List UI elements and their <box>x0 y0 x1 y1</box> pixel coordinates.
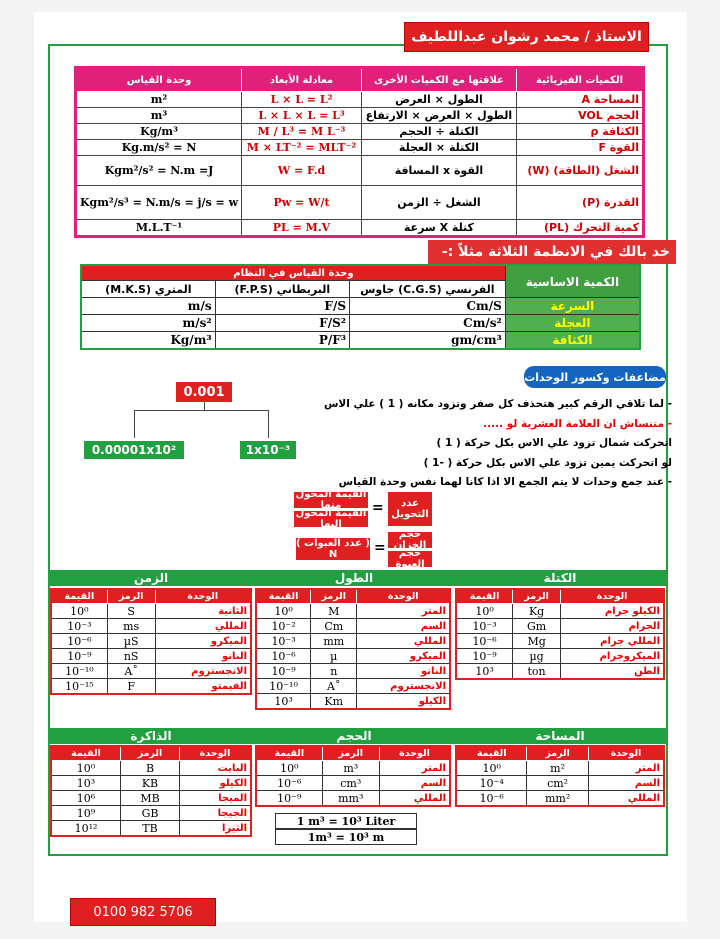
cell-symbol: KB <box>121 776 180 791</box>
cell-value: 10⁰ <box>51 761 121 776</box>
rule-line: اتحركت شمال تزود علي الاس بكل حركة ( 1 ) <box>436 437 672 449</box>
col-value: القيمة <box>456 746 527 761</box>
cell-mks: m/s <box>81 298 215 315</box>
equals-sign: = <box>374 540 386 556</box>
col-cgs: الفرنسي (C.G.S) جاوس <box>350 281 506 298</box>
cell-unit: M.L.T⁻¹ <box>76 220 242 237</box>
right-result-box: 1x10⁻³ <box>240 441 296 459</box>
cell-quantity: القوة F <box>516 140 643 156</box>
cell-rel: الكتلة ÷ الحجم <box>361 124 516 140</box>
cell-symbol: S <box>107 604 155 619</box>
cell-quantity: العجلة <box>505 315 640 332</box>
cell-unit: m³ <box>76 108 242 124</box>
cell-quantity: المساحة A <box>516 92 643 108</box>
area-table <box>455 745 665 807</box>
cell-symbol: cm² <box>527 776 589 791</box>
cell-dim: W = F.d <box>242 156 362 186</box>
cell-dim: L × L × L = L³ <box>242 108 362 124</box>
col-dim: معادلة الأبعاد <box>242 68 362 92</box>
cell-unit: المتر <box>379 761 450 776</box>
cell-unit: النانو <box>155 649 251 664</box>
time-table <box>50 588 252 695</box>
col-value: القيمة <box>51 746 121 761</box>
cell-symbol: m³ <box>322 761 379 776</box>
col-value: القيمة <box>256 589 311 604</box>
cell-unit: المللي <box>379 791 450 807</box>
cell-fps: F/S² <box>215 315 349 332</box>
cell-unit: الميكرو <box>155 634 251 649</box>
cell-symbol: B <box>121 761 180 776</box>
cell-quantity: الكثافة <box>505 332 640 350</box>
cell-value: 10⁻⁶ <box>256 776 322 791</box>
conversion-label: عدد التحويل <box>388 492 432 526</box>
volume-equation: 1 m³ = 10³ Liter <box>275 813 417 829</box>
cell-value: 10⁻² <box>256 619 311 634</box>
col-unit: الوحدة <box>561 589 664 604</box>
cell-value: 10⁻⁶ <box>456 791 527 807</box>
cell-unit: m² <box>76 92 242 108</box>
cell-unit: الميكرو <box>357 649 450 664</box>
rule-line: - عند جمع وحدات لا يتم الجمع الا اذا كانا لهما نفس وحدة القياس <box>338 476 672 488</box>
col-symbol: الرمز <box>527 746 589 761</box>
cell-value: 10⁻³ <box>256 634 311 649</box>
cell-value: 10⁻¹⁵ <box>51 679 107 695</box>
cell-dim: M / L³ = M L⁻³ <box>242 124 362 140</box>
mass-title: الكتلة <box>454 570 666 586</box>
cell-unit: المللي جرام <box>561 634 664 649</box>
col-symbol: الرمز <box>107 589 155 604</box>
col-value: القيمة <box>256 746 322 761</box>
cell-dim: M × LT⁻² = MLT⁻² <box>242 140 362 156</box>
cell-value: 10⁻³ <box>51 619 107 634</box>
cell-unit: الفيمتو <box>155 679 251 695</box>
cell-unit: المللي <box>588 791 664 807</box>
left-result-box: 0.00001x10² <box>84 441 184 459</box>
cell-rel: الطول × العرض <box>361 92 516 108</box>
connector-line <box>134 410 135 438</box>
cell-unit: الجيجا <box>179 806 251 821</box>
col-symbol: الرمز <box>311 589 357 604</box>
cell-value: 10⁻⁹ <box>256 791 322 807</box>
col-symbol: الرمز <box>121 746 180 761</box>
connector-line <box>268 410 269 438</box>
cell-symbol: m² <box>527 761 589 776</box>
cell-unit: Kg.m/s² = N <box>76 140 242 156</box>
cell-symbol: A˚ <box>107 664 155 679</box>
prefixes-pill: مضاعفات وكسور الوحدات <box>524 366 666 388</box>
col-value: القيمة <box>51 589 107 604</box>
value-box: 0.001 <box>176 382 232 402</box>
col-mks: المتري (M.K.S) <box>81 281 215 298</box>
cell-symbol: mm³ <box>322 791 379 807</box>
conversion-denominator: القيمة المحول اليها <box>295 508 367 530</box>
cell-fps: F/S <box>215 298 349 315</box>
cell-unit: الميجا <box>179 791 251 806</box>
col-unit: الوحدة <box>155 589 251 604</box>
teacher-header: الاستاذ / محمد رشوان عبداللطيف <box>404 22 649 52</box>
cell-value: 10⁰ <box>256 761 322 776</box>
col-unit: الوحدة <box>179 746 251 761</box>
volume-equation: 1m³ = 10³ m <box>275 829 417 845</box>
cell-quantity: السرعة <box>505 298 640 315</box>
col-unit: وحدة القياس <box>76 68 242 92</box>
cell-symbol: TB <box>121 821 180 837</box>
count-numerator: حجم الخزان <box>388 532 432 548</box>
cell-symbol: Km <box>311 694 357 710</box>
cell-value: 10⁻⁹ <box>456 649 513 664</box>
col-unit: الوحدة <box>379 746 450 761</box>
cell-symbol: Kg <box>513 604 561 619</box>
cell-value: 10³ <box>256 694 311 710</box>
cell-rel: الطول × العرض × الارتفاع <box>361 108 516 124</box>
cell-symbol: ms <box>107 619 155 634</box>
systems-banner: خد بالك في الانظمة الثلاثة مثلاً :- <box>428 240 676 264</box>
cell-value: 10⁻⁹ <box>51 649 107 664</box>
cell-cgs: Cm/S <box>350 298 506 315</box>
cell-unit: التيرا <box>179 821 251 837</box>
length-title: الطول <box>254 570 454 586</box>
count-label: ( عدد العبوات ) N <box>296 538 370 560</box>
rule-line: - لما تلاقي الرقم كبير هتحذف كل صفر وتزود مكانه ( 1 ) علي الاس <box>323 398 672 410</box>
cell-cgs: gm/cm³ <box>350 332 506 350</box>
cell-value: 10⁻⁶ <box>51 634 107 649</box>
count-denominator: حجم العبوة <box>388 551 432 567</box>
cell-unit: السم <box>379 776 450 791</box>
connector-line <box>204 402 205 410</box>
cell-symbol: GB <box>121 806 180 821</box>
col-quantity: الكميات الفيزيائية <box>516 68 643 92</box>
cell-value: 10⁻³ <box>456 619 513 634</box>
cell-symbol: M <box>311 604 357 619</box>
cell-unit: الانجستروم <box>155 664 251 679</box>
cell-value: 10³ <box>456 664 513 680</box>
cell-unit: Kgm²/s² = N.m =J <box>76 156 242 186</box>
cell-unit: الطن <box>561 664 664 680</box>
cell-unit: النانو <box>357 664 450 679</box>
cell-unit: الكيلو جرام <box>561 604 664 619</box>
cell-unit: الثانية <box>155 604 251 619</box>
cell-unit: البايت <box>179 761 251 776</box>
mass-table <box>455 588 665 680</box>
cell-unit: السم <box>588 776 664 791</box>
cell-unit: المتر <box>588 761 664 776</box>
cell-cgs: Cm/s² <box>350 315 506 332</box>
cell-unit: Kg/m³ <box>76 124 242 140</box>
cell-quantity: الكثافة ρ <box>516 124 643 140</box>
time-title: الزمن <box>48 570 254 586</box>
cell-symbol: µ <box>311 649 357 664</box>
cell-unit: المللي <box>357 634 450 649</box>
cell-value: 10⁻¹⁰ <box>256 679 311 694</box>
cell-symbol: Mg <box>513 634 561 649</box>
cell-value: 10⁻¹⁰ <box>51 664 107 679</box>
cell-quantity: الشغل (الطاقة) (W) <box>516 156 643 186</box>
memory-table <box>50 745 252 837</box>
cell-unit: الكيلو <box>179 776 251 791</box>
col-symbol: الرمز <box>513 589 561 604</box>
rule-line: لو اتحركت يمين تزود علي الاس بكل حركة ( -1 ) <box>423 457 672 469</box>
cell-unit: المتر <box>357 604 450 619</box>
cell-dim: L × L = L² <box>242 92 362 108</box>
cell-unit: Kgm²/s³ = N.m/s = j/s = w <box>76 186 242 220</box>
cell-fps: P/F³ <box>215 332 349 350</box>
cell-rel: الكتلة × العجلة <box>361 140 516 156</box>
memory-title: الذاكرة <box>48 728 254 744</box>
col-unit: الوحدة <box>357 589 450 604</box>
cell-dim: PL = M.V <box>242 220 362 237</box>
cell-symbol: mm² <box>527 791 589 807</box>
cell-value: 10⁰ <box>256 604 311 619</box>
equals-sign: = <box>372 500 384 516</box>
cell-symbol: F <box>107 679 155 695</box>
connector-line <box>134 410 268 411</box>
col-value: القيمة <box>456 589 513 604</box>
cell-value: 10⁹ <box>51 806 121 821</box>
area-title: المساحة <box>454 728 666 744</box>
phone-number: 0100 982 5706 <box>70 898 216 926</box>
cell-quantity: كمية التحرك (PL) <box>516 220 643 237</box>
col-fps: البريطاني (F.P.S) <box>215 281 349 298</box>
cell-quantity: الحجم VOL <box>516 108 643 124</box>
cell-value: 10⁰ <box>456 604 513 619</box>
cell-symbol: µg <box>513 649 561 664</box>
cell-value: 10⁻⁶ <box>256 649 311 664</box>
cell-rel: الشغل ÷ الزمن <box>361 186 516 220</box>
cell-unit: الكيلو <box>357 694 450 710</box>
length-table <box>255 588 451 710</box>
cell-dim: Pw = W/t <box>242 186 362 220</box>
cell-value: 10¹² <box>51 821 121 837</box>
cell-symbol: n <box>311 664 357 679</box>
col-symbol: الرمز <box>322 746 379 761</box>
quantities-table <box>74 66 645 238</box>
cell-mks: Kg/m³ <box>81 332 215 350</box>
conversion-numerator: القيمة المحول منها <box>295 489 367 511</box>
cell-mks: m/s² <box>81 315 215 332</box>
systems-quantity-header: الكمية الاساسية <box>505 265 640 298</box>
cell-symbol: Gm <box>513 619 561 634</box>
cell-rel: القوة x المسافة <box>361 156 516 186</box>
col-rel: علاقتها مع الكميات الأخرى <box>361 68 516 92</box>
cell-value: 10⁰ <box>456 761 527 776</box>
cell-unit: الميكروجرام <box>561 649 664 664</box>
cell-value: 10⁰ <box>51 604 107 619</box>
cell-rel: كتلة X سرعة <box>361 220 516 237</box>
cell-symbol: nS <box>107 649 155 664</box>
rule-line: - متنساش ان العلامة العشرية لو ..... <box>483 418 672 430</box>
cell-symbol: ton <box>513 664 561 680</box>
systems-table <box>80 264 641 350</box>
cell-value: 10⁻⁶ <box>456 634 513 649</box>
cell-value: 10⁻⁴ <box>456 776 527 791</box>
cell-symbol: Cm <box>311 619 357 634</box>
cell-quantity: القدرة (P) <box>516 186 643 220</box>
cell-symbol: MB <box>121 791 180 806</box>
volume-title: الحجم <box>254 728 454 744</box>
systems-group-header: وحدة القياس في النظام <box>81 265 505 281</box>
cell-symbol: µS <box>107 634 155 649</box>
cell-unit: المللي <box>155 619 251 634</box>
cell-unit: الانجستروم <box>357 679 450 694</box>
volume-table <box>255 745 451 807</box>
cell-value: 10⁶ <box>51 791 121 806</box>
cell-value: 10⁻⁹ <box>256 664 311 679</box>
col-unit: الوحدة <box>588 746 664 761</box>
cell-symbol: mm <box>311 634 357 649</box>
cell-unit: الجرام <box>561 619 664 634</box>
cell-value: 10³ <box>51 776 121 791</box>
cell-unit: السم <box>357 619 450 634</box>
cell-symbol: cm³ <box>322 776 379 791</box>
cell-symbol: A˚ <box>311 679 357 694</box>
